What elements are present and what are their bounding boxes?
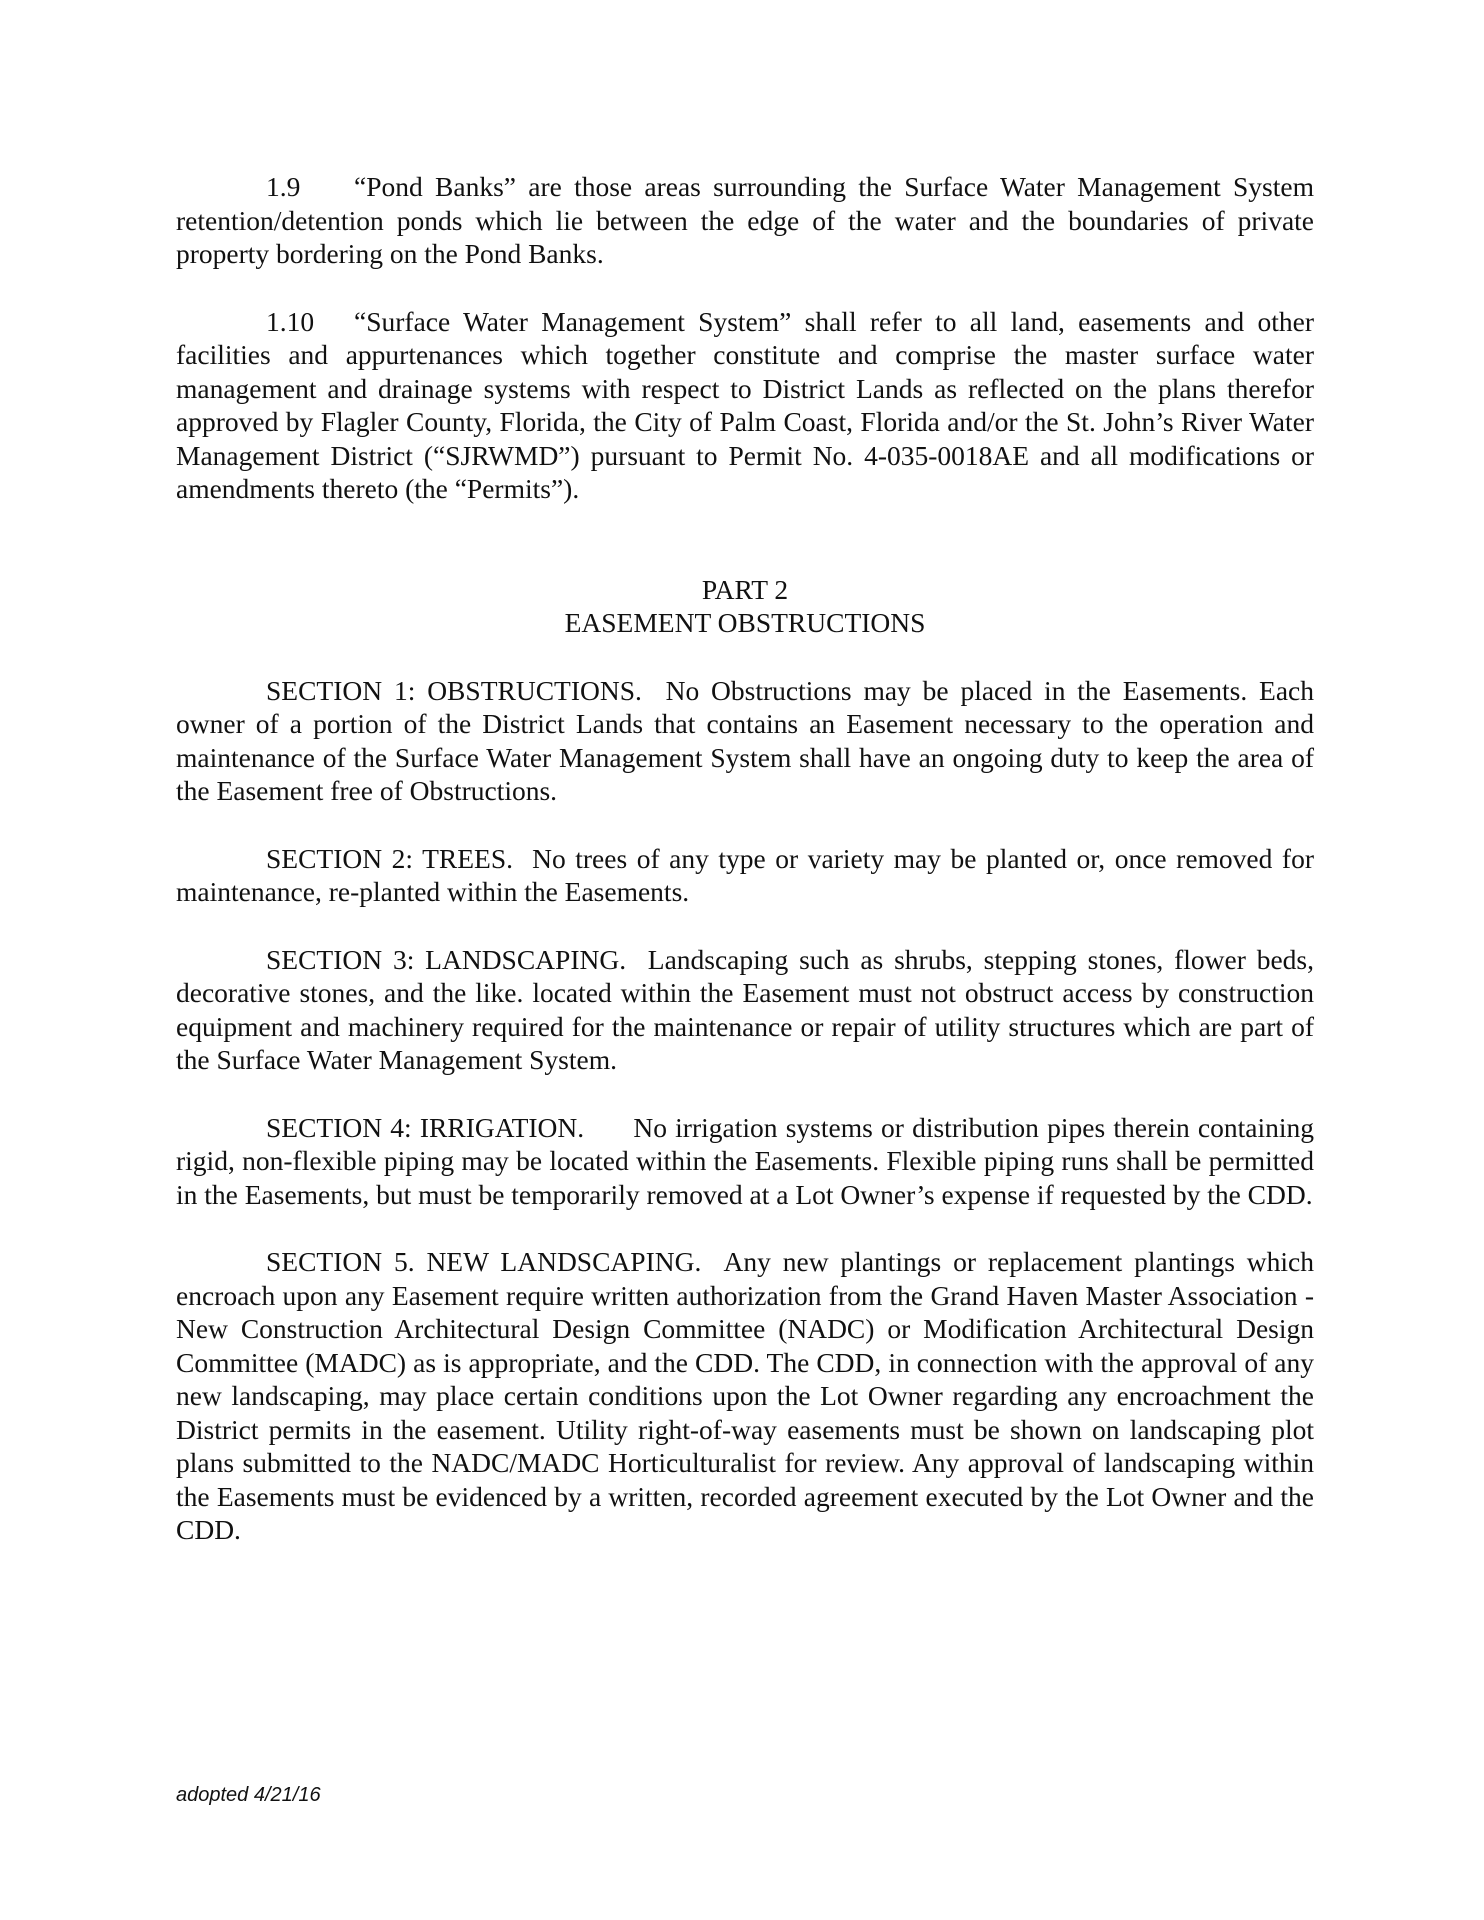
- definition-text: “Surface Water Management System” shall refer to all land, easements and other facilities and appurtenances which together constitute and comprise the master surface water management and drainage systems with respect to District Lands as reflected on the plans therefor approved by Flagler County, Florida, the City of Palm Coast, Florida and/or the St. John’s River Water Management District (“SJRWMD”) pursuant to Permit No. 4-035-0018AE and all modifications or amendments thereto (the “Permits”).: [176, 305, 1314, 504]
- definition-number: 1.9: [266, 171, 301, 202]
- definition-number: 1.10: [266, 305, 315, 337]
- document-page: [176, 170, 1314, 1547]
- section-text: Any new plantings or replacement plantings which encroach upon any Easement require written authorization from the Grand Haven Master Association - New Construction Architectural Design Committee (NADC) or Modification Architectural Design Committee (MADC) as is appropriate, and the CDD. The CDD, in connection with the approval of any new landscaping, may place certain conditions upon the Lot Owner regarding any encroachment the District permits in the easement. Utility right-of-way easements must be shown on landscaping plot plans submitted to the NADC/MADC Horticulturalist for review. Any approval of landscaping within the Easements must be evidenced by a written, recorded agreement executed by the Lot Owner and the CDD.: [176, 1246, 1314, 1545]
- section-heading: SECTION 1: OBSTRUCTIONS.: [266, 674, 642, 706]
- section-1: [176, 674, 1314, 808]
- section-text: No trees of any type or variety may be planted or, once removed for maintenance, re-planted within the Easements.: [176, 842, 1314, 907]
- section-2: [176, 842, 1314, 909]
- section-heading: SECTION 3: LANDSCAPING.: [266, 943, 627, 975]
- part-label: PART 2: [701, 573, 789, 605]
- section-5: [176, 1245, 1314, 1547]
- adoption-note: adopted 4/21/16: [176, 1784, 321, 1806]
- definition-number-1-9-wrap: [176, 171, 354, 202]
- definition-1-10: [176, 305, 1314, 506]
- definition-1-9: [176, 170, 1314, 271]
- spacer: [176, 506, 1314, 573]
- section-4: [176, 1111, 1314, 1212]
- section-heading: SECTION 5. NEW LANDSCAPING.: [266, 1246, 702, 1277]
- section-text: Landscaping such as shrubs, stepping stones, flower beds, decorative stones, and the like. located within the Easement must not obstruct access by construction equipment and machinery required for the maintenance or repair of utility structures which are part of the Surface Water Management System.: [176, 943, 1314, 1075]
- section-text: No irrigation systems or distribution pipes therein containing rigid, non-flexible piping may be located within the Easements. Flexible piping runs shall be permitted in the Easements, but must be temporarily removed at a Lot Owner’s expense if requested by the CDD.: [176, 1111, 1314, 1210]
- part-title: EASEMENT OBSTRUCTIONS: [564, 607, 926, 638]
- section-heading: SECTION 2: TREES.: [266, 842, 513, 874]
- section-3: [176, 943, 1314, 1077]
- section-text: No Obstructions may be placed in the Easements. Each owner of a portion of the District Lands that contains an Easement necessary to the operation and maintenance of the Surface Water Management System shall have an ongoing duty to keep the area of the Easement free of Obstructions.: [176, 674, 1315, 806]
- section-heading: SECTION 4: IRRIGATION.: [266, 1111, 585, 1143]
- definition-number-1-10-wrap: [176, 306, 354, 337]
- definition-text: “Pond Banks” are those areas surrounding the Surface Water Management System retention/detention ponds which lie between the edge of the water and the boundaries of private property bordering on the Pond Banks.: [176, 171, 1314, 269]
